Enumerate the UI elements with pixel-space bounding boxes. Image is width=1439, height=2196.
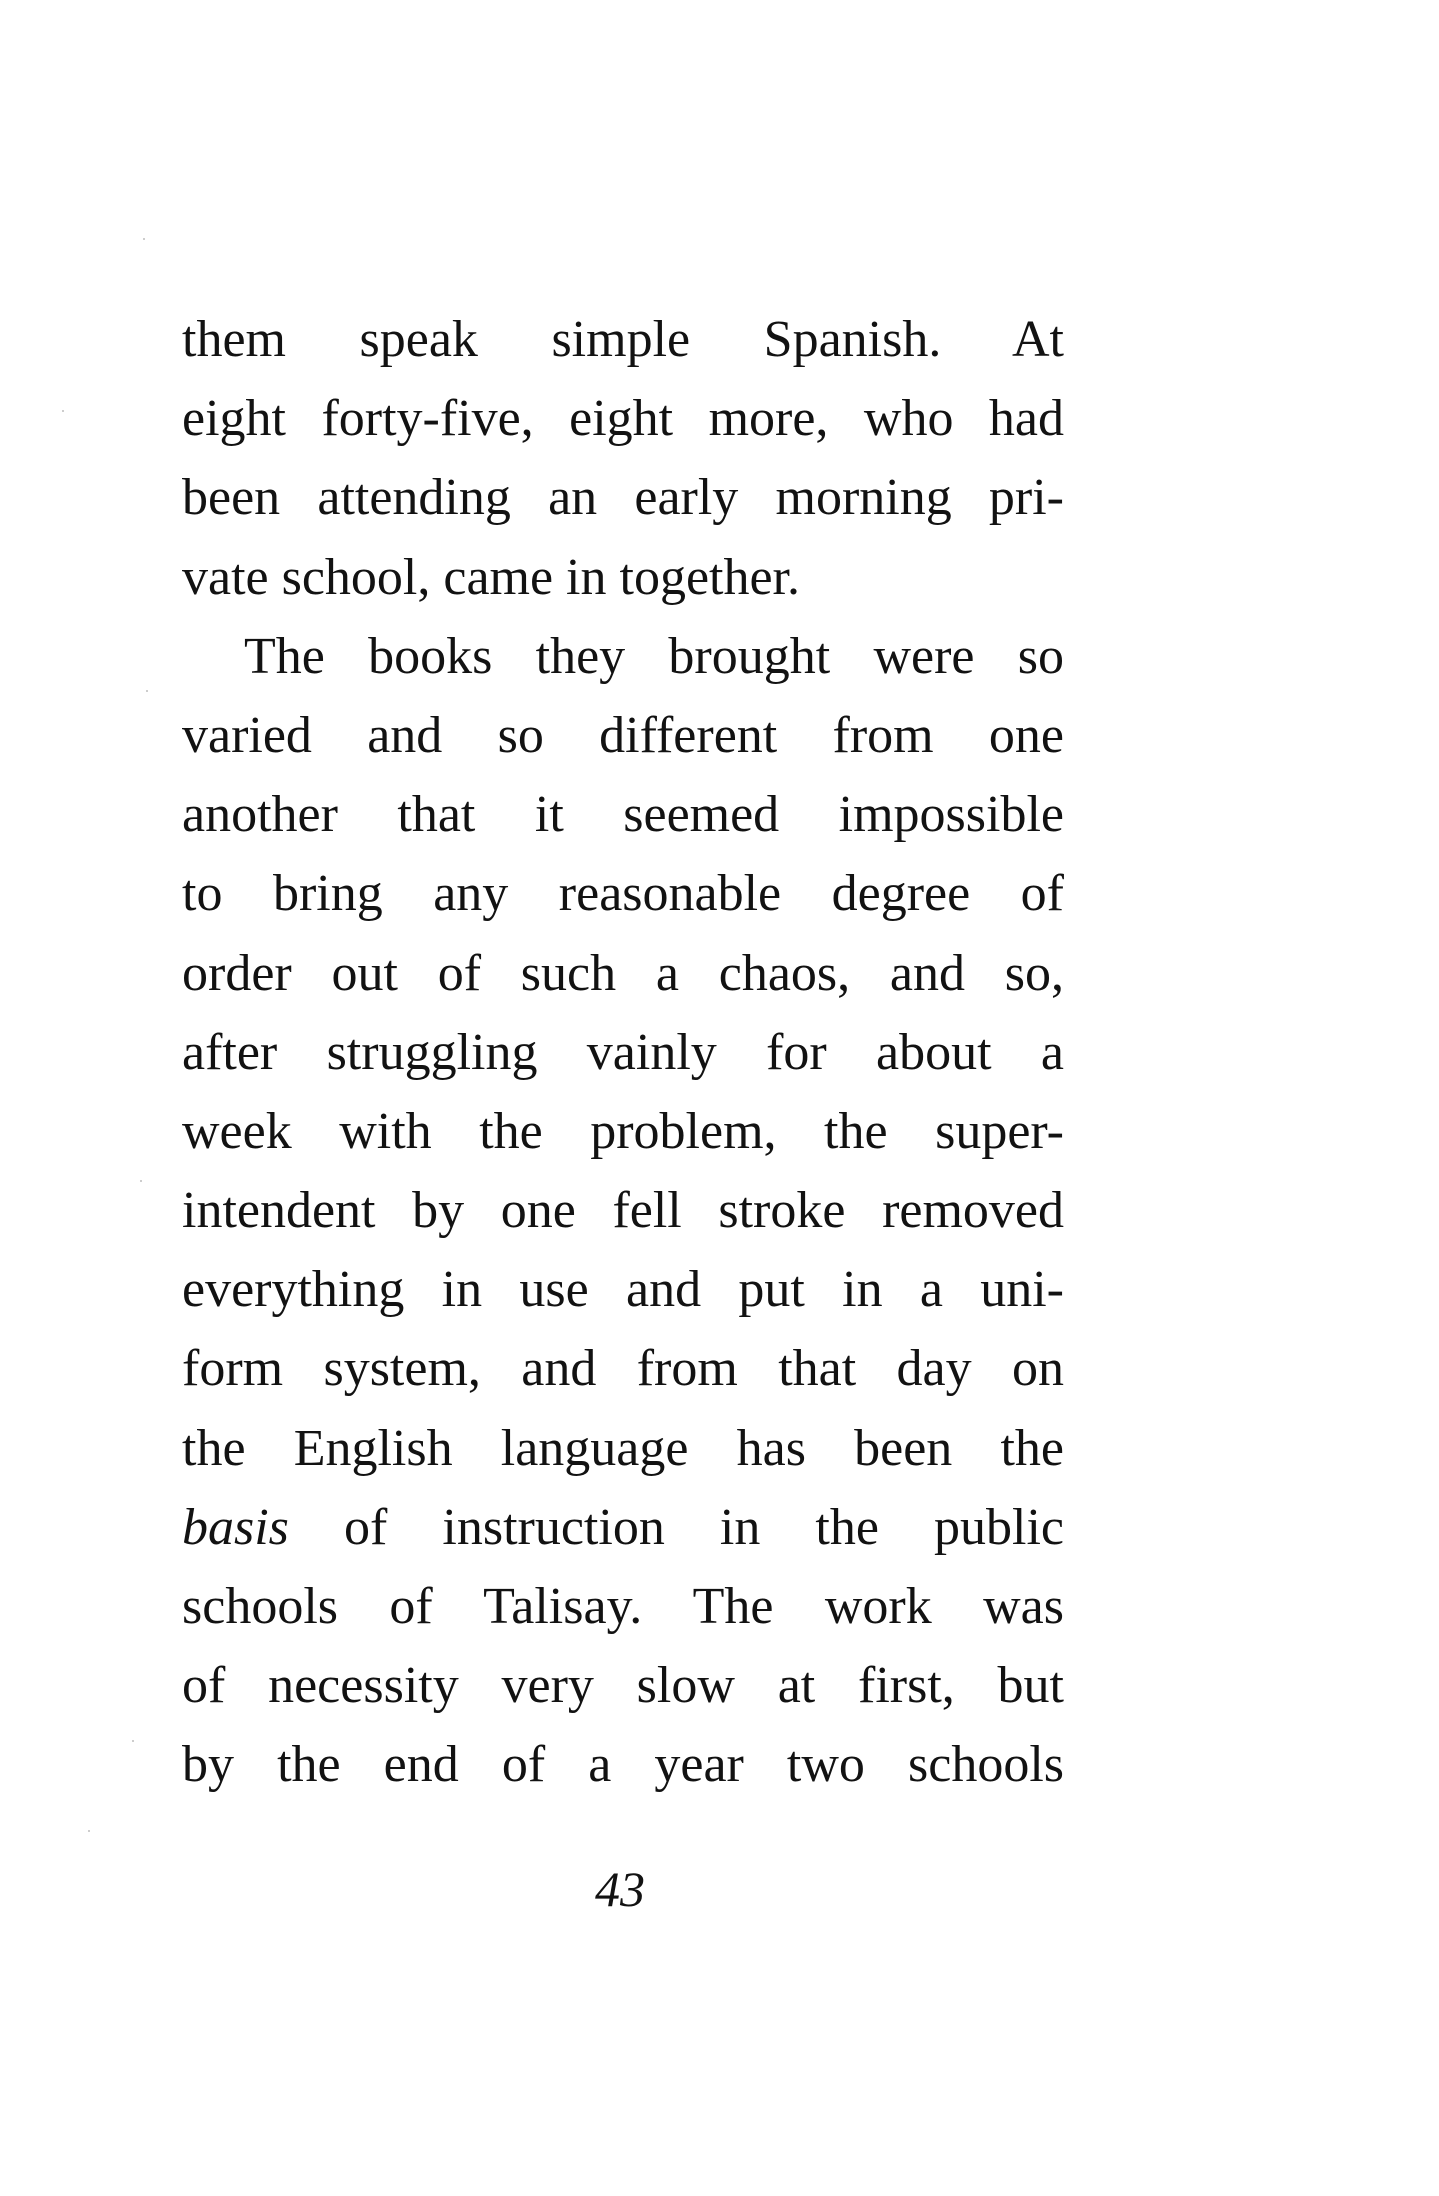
- scan-speck: [132, 1740, 134, 1742]
- text-line: schools of Talisay. The work was: [182, 1578, 1064, 1635]
- text-line: everything in use and put in a uni-: [182, 1261, 1064, 1319]
- body-text: [182, 300, 1064, 1805]
- scan-speck: [62, 410, 64, 412]
- text-line: another that it seemed impossible: [182, 786, 1064, 844]
- text-line-rest: of instruction in the public: [288, 1498, 1064, 1556]
- text-line: been attending an early morning pri-: [182, 469, 1064, 527]
- text-line: by the end of a year two schools: [182, 1736, 1064, 1794]
- scan-speck: [146, 690, 148, 692]
- text-line: vate school, came in together.: [182, 548, 801, 606]
- text-line: them speak simple Spanish. At: [182, 311, 1064, 368]
- scan-speck: [88, 1830, 90, 1832]
- text-line: form system, and from that day on: [182, 1340, 1064, 1398]
- page-number: 43: [595, 1861, 645, 1917]
- text-line-with-emphasis: [182, 1488, 1064, 1567]
- text-line: The books they brought were so: [244, 627, 1064, 685]
- text-line: intendent by one fell stroke removed: [182, 1182, 1064, 1240]
- text-line: of necessity very slow at first, but: [182, 1657, 1064, 1715]
- scan-speck: [143, 238, 145, 240]
- scan-speck: [140, 1180, 142, 1182]
- text-line: to bring any reasonable degree of: [182, 865, 1064, 923]
- text-line: order out of such a chaos, and so,: [182, 944, 1064, 1002]
- text-line: eight forty-five, eight more, who had: [182, 390, 1064, 448]
- text-line: after struggling vainly for about a: [182, 1023, 1064, 1081]
- text-line: the English language has been the: [182, 1419, 1064, 1477]
- text-line: week with the problem, the super-: [182, 1102, 1064, 1160]
- emphasized-word: basis: [182, 1498, 289, 1556]
- text-line: varied and so different from one: [182, 706, 1064, 764]
